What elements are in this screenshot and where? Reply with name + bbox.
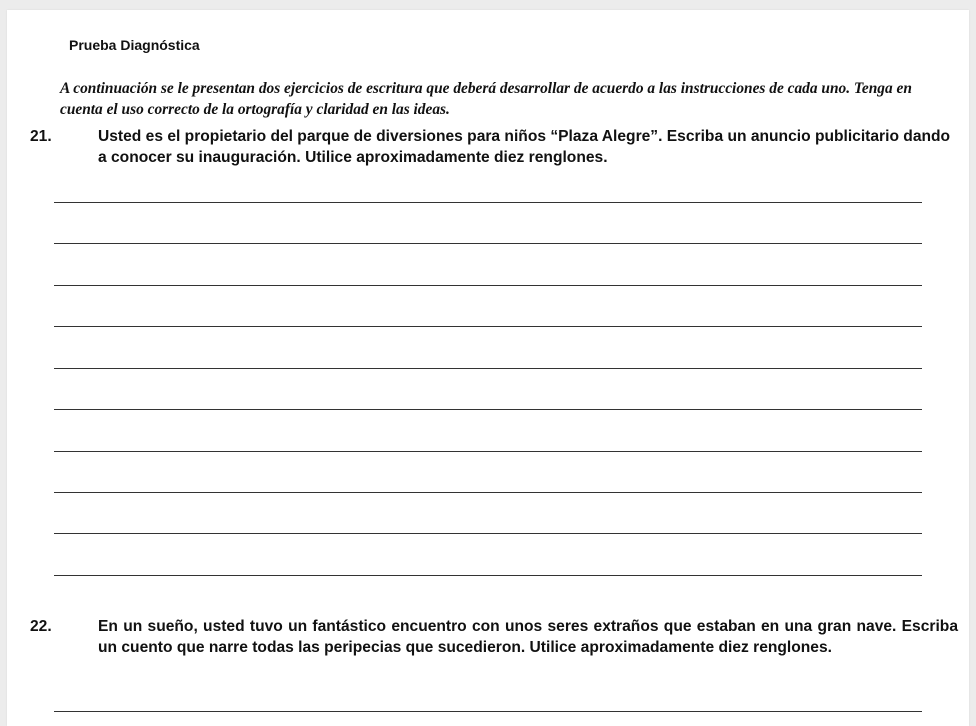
question-21-number: 21. — [30, 128, 52, 145]
question-22 — [30, 616, 958, 658]
answer-line — [54, 368, 922, 369]
question-22-number: 22. — [30, 618, 52, 635]
answer-line — [54, 711, 922, 712]
answer-line — [54, 575, 922, 576]
answer-line — [54, 202, 922, 203]
answer-line — [54, 326, 922, 327]
answer-line — [54, 285, 922, 286]
question-21 — [30, 126, 958, 168]
instructions-text: A continuación se le presentan dos ejercicios de escritura que deberá desarrollar de acuerdo a las instrucciones de cada uno. Tenga en cuenta el uso correcto de la ortografía y claridad en las ideas. — [60, 80, 912, 118]
question-21-text: Usted es el propietario del parque de diversiones para niños “Plaza Alegre”. Escriba un anuncio publicitario dando a conocer su inauguración. Utilice aproximadamente diez renglones. — [98, 128, 951, 166]
answer-line — [54, 492, 922, 493]
question-22-text: En un sueño, usted tuvo un fantástico encuentro con unos seres extraños que estaban en una gran nave. Escriba un cuento que narre todas las peripecias que sucedieron. Utilice aproximadamente diez renglones. — [98, 618, 958, 656]
answer-line — [54, 409, 922, 410]
answer-line — [54, 533, 922, 534]
document-title: Prueba Diagnóstica — [69, 37, 200, 53]
answer-line — [54, 451, 922, 452]
document-page — [7, 10, 969, 726]
answer-line — [54, 243, 922, 244]
